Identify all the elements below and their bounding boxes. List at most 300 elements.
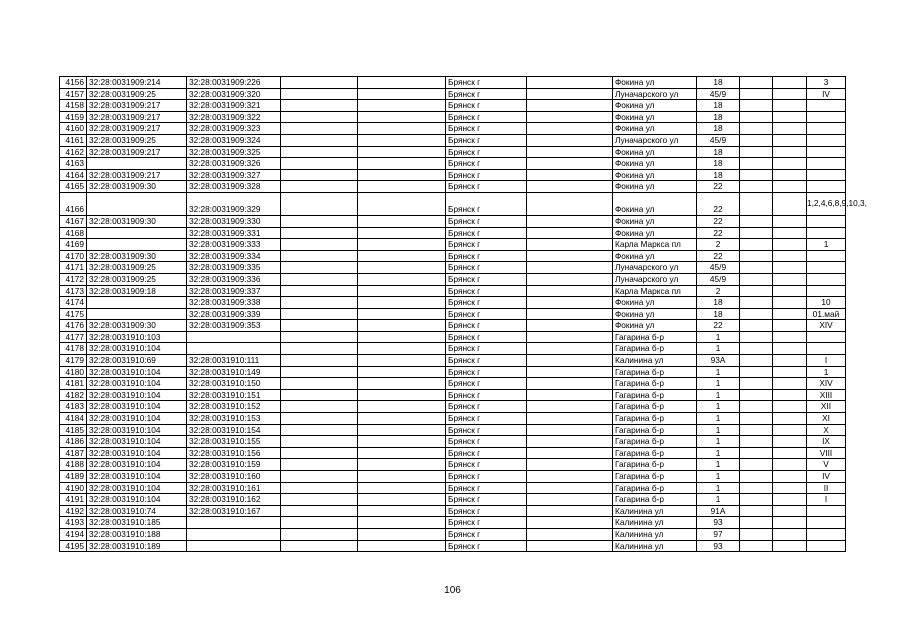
- empty-cell: [773, 424, 807, 436]
- note-cell: 1,2,4,6,8,9,10,3,: [807, 192, 846, 215]
- row-number-cell: 4177: [60, 331, 87, 343]
- empty-cell: [740, 134, 773, 146]
- empty-cell: [281, 505, 358, 517]
- empty-cell: [281, 366, 358, 378]
- empty-cell: [358, 215, 446, 227]
- table-row: [60, 100, 846, 112]
- parcel-number-cell: [87, 158, 187, 170]
- empty-cell: [740, 459, 773, 471]
- empty-cell: [740, 482, 773, 494]
- note-cell: 1: [807, 239, 846, 251]
- street-cell: Гагарина б-р: [613, 413, 697, 425]
- empty-cell: [773, 297, 807, 309]
- table-row: [60, 192, 846, 215]
- row-number-cell: 4162: [60, 146, 87, 158]
- empty-cell: [527, 262, 613, 274]
- city-cell: Брянск г: [446, 239, 527, 251]
- empty-cell: [358, 285, 446, 297]
- parcel-number-cell: 32:28:0031910:104: [87, 459, 187, 471]
- house-number-cell: 1: [697, 331, 740, 343]
- parcel-number-cell: 32:28:0031910:69: [87, 355, 187, 367]
- table-row: [60, 262, 846, 274]
- table-row: [60, 239, 846, 251]
- empty-cell: [527, 111, 613, 123]
- house-number-cell: 18: [697, 123, 740, 135]
- empty-cell: [281, 250, 358, 262]
- parcel-number-cell: [87, 297, 187, 309]
- house-number-cell: 91А: [697, 505, 740, 517]
- empty-cell: [281, 331, 358, 343]
- empty-cell: [740, 389, 773, 401]
- street-cell: Гагарина б-р: [613, 447, 697, 459]
- street-cell: Фокина ул: [613, 77, 697, 89]
- house-number-cell: 18: [697, 100, 740, 112]
- empty-cell: [281, 308, 358, 320]
- street-cell: Луначарского ул: [613, 134, 697, 146]
- street-cell: Гагарина б-р: [613, 366, 697, 378]
- empty-cell: [281, 134, 358, 146]
- city-cell: Брянск г: [446, 517, 527, 529]
- note-cell: [807, 273, 846, 285]
- empty-cell: [281, 459, 358, 471]
- street-cell: Фокина ул: [613, 169, 697, 181]
- empty-cell: [527, 389, 613, 401]
- building-number-cell: 32:28:0031910:154: [187, 424, 281, 436]
- street-cell: Гагарина б-р: [613, 343, 697, 355]
- empty-cell: [740, 366, 773, 378]
- street-cell: Фокина ул: [613, 297, 697, 309]
- empty-cell: [358, 331, 446, 343]
- note-cell: [807, 540, 846, 552]
- empty-cell: [773, 227, 807, 239]
- empty-cell: [740, 401, 773, 413]
- building-number-cell: [187, 540, 281, 552]
- empty-cell: [281, 88, 358, 100]
- building-number-cell: 32:28:0031910:152: [187, 401, 281, 413]
- empty-cell: [740, 378, 773, 390]
- empty-cell: [358, 389, 446, 401]
- row-number-cell: 4182: [60, 389, 87, 401]
- empty-cell: [527, 447, 613, 459]
- note-cell: [807, 181, 846, 193]
- table-row: [60, 227, 846, 239]
- note-cell: I: [807, 494, 846, 506]
- parcel-number-cell: 32:28:0031910:74: [87, 505, 187, 517]
- note-cell: IX: [807, 436, 846, 448]
- empty-cell: [358, 77, 446, 89]
- street-cell: Калинина ул: [613, 517, 697, 529]
- building-number-cell: 32:28:0031910:111: [187, 355, 281, 367]
- row-number-cell: 4176: [60, 320, 87, 332]
- street-cell: Луначарского ул: [613, 88, 697, 100]
- building-number-cell: 32:28:0031910:156: [187, 447, 281, 459]
- building-number-cell: [187, 517, 281, 529]
- empty-cell: [281, 215, 358, 227]
- empty-cell: [358, 227, 446, 239]
- empty-cell: [740, 297, 773, 309]
- empty-cell: [358, 111, 446, 123]
- house-number-cell: 18: [697, 169, 740, 181]
- empty-cell: [773, 378, 807, 390]
- table-row: [60, 215, 846, 227]
- parcel-number-cell: 32:28:0031909:217: [87, 100, 187, 112]
- building-number-cell: 32:28:0031909:328: [187, 181, 281, 193]
- building-number-cell: 32:28:0031909:333: [187, 239, 281, 251]
- row-number-cell: 4184: [60, 413, 87, 425]
- city-cell: Брянск г: [446, 100, 527, 112]
- empty-cell: [527, 250, 613, 262]
- empty-cell: [740, 528, 773, 540]
- empty-cell: [527, 297, 613, 309]
- city-cell: Брянск г: [446, 540, 527, 552]
- street-cell: Фокина ул: [613, 320, 697, 332]
- empty-cell: [358, 250, 446, 262]
- empty-cell: [281, 424, 358, 436]
- parcel-number-cell: [87, 308, 187, 320]
- empty-cell: [773, 239, 807, 251]
- house-number-cell: 93: [697, 540, 740, 552]
- building-number-cell: 32:28:0031909:339: [187, 308, 281, 320]
- row-number-cell: 4168: [60, 227, 87, 239]
- house-number-cell: 18: [697, 308, 740, 320]
- parcel-number-cell: 32:28:0031910:104: [87, 378, 187, 390]
- street-cell: Фокина ул: [613, 227, 697, 239]
- street-cell: Фокина ул: [613, 123, 697, 135]
- table-row: [60, 424, 846, 436]
- empty-cell: [527, 378, 613, 390]
- note-cell: 01.май: [807, 308, 846, 320]
- empty-cell: [773, 320, 807, 332]
- row-number-cell: 4187: [60, 447, 87, 459]
- city-cell: Брянск г: [446, 343, 527, 355]
- empty-cell: [527, 494, 613, 506]
- house-number-cell: 22: [697, 181, 740, 193]
- house-number-cell: 45/9: [697, 262, 740, 274]
- note-cell: XIV: [807, 320, 846, 332]
- street-cell: Карла Маркса пл: [613, 239, 697, 251]
- city-cell: Брянск г: [446, 505, 527, 517]
- empty-cell: [740, 273, 773, 285]
- table-row: [60, 146, 846, 158]
- empty-cell: [527, 320, 613, 332]
- note-cell: IV: [807, 88, 846, 100]
- building-number-cell: 32:28:0031909:334: [187, 250, 281, 262]
- empty-cell: [773, 181, 807, 193]
- building-number-cell: 32:28:0031909:325: [187, 146, 281, 158]
- row-number-cell: 4165: [60, 181, 87, 193]
- city-cell: Брянск г: [446, 320, 527, 332]
- empty-cell: [773, 528, 807, 540]
- empty-cell: [773, 308, 807, 320]
- empty-cell: [740, 88, 773, 100]
- note-cell: 3: [807, 77, 846, 89]
- street-cell: Фокина ул: [613, 181, 697, 193]
- row-number-cell: 4166: [60, 192, 87, 215]
- empty-cell: [281, 494, 358, 506]
- street-cell: Луначарского ул: [613, 273, 697, 285]
- city-cell: Брянск г: [446, 192, 527, 215]
- table-row: [60, 355, 846, 367]
- empty-cell: [740, 494, 773, 506]
- empty-cell: [773, 123, 807, 135]
- house-number-cell: 45/9: [697, 88, 740, 100]
- table-row: [60, 158, 846, 170]
- street-cell: Фокина ул: [613, 146, 697, 158]
- row-number-cell: 4185: [60, 424, 87, 436]
- parcel-number-cell: 32:28:0031909:18: [87, 285, 187, 297]
- building-number-cell: 32:28:0031910:159: [187, 459, 281, 471]
- house-number-cell: 1: [697, 366, 740, 378]
- empty-cell: [773, 169, 807, 181]
- street-cell: Фокина ул: [613, 111, 697, 123]
- row-number-cell: 4186: [60, 436, 87, 448]
- empty-cell: [281, 262, 358, 274]
- empty-cell: [358, 366, 446, 378]
- empty-cell: [281, 285, 358, 297]
- empty-cell: [281, 355, 358, 367]
- empty-cell: [281, 436, 358, 448]
- empty-cell: [358, 494, 446, 506]
- table-row: [60, 331, 846, 343]
- empty-cell: [740, 413, 773, 425]
- parcel-number-cell: 32:28:0031909:214: [87, 77, 187, 89]
- row-number-cell: 4195: [60, 540, 87, 552]
- street-cell: Фокина ул: [613, 250, 697, 262]
- empty-cell: [358, 239, 446, 251]
- parcel-number-cell: 32:28:0031909:217: [87, 169, 187, 181]
- parcel-number-cell: 32:28:0031910:104: [87, 413, 187, 425]
- empty-cell: [773, 192, 807, 215]
- house-number-cell: 18: [697, 146, 740, 158]
- parcel-number-cell: 32:28:0031910:104: [87, 366, 187, 378]
- empty-cell: [740, 331, 773, 343]
- building-number-cell: 32:28:0031910:162: [187, 494, 281, 506]
- table-row: [60, 366, 846, 378]
- empty-cell: [281, 297, 358, 309]
- empty-cell: [358, 517, 446, 529]
- building-number-cell: 32:28:0031909:326: [187, 158, 281, 170]
- street-cell: Гагарина б-р: [613, 482, 697, 494]
- table-row: [60, 378, 846, 390]
- note-cell: I: [807, 355, 846, 367]
- row-number-cell: 4174: [60, 297, 87, 309]
- house-number-cell: 97: [697, 528, 740, 540]
- note-cell: [807, 111, 846, 123]
- city-cell: Брянск г: [446, 482, 527, 494]
- row-number-cell: 4190: [60, 482, 87, 494]
- empty-cell: [773, 540, 807, 552]
- building-number-cell: 32:28:0031909:330: [187, 215, 281, 227]
- empty-cell: [740, 215, 773, 227]
- street-cell: Луначарского ул: [613, 262, 697, 274]
- house-number-cell: 22: [697, 192, 740, 215]
- row-number-cell: 4163: [60, 158, 87, 170]
- city-cell: Брянск г: [446, 77, 527, 89]
- empty-cell: [281, 158, 358, 170]
- empty-cell: [740, 320, 773, 332]
- parcel-number-cell: 32:28:0031910:189: [87, 540, 187, 552]
- house-number-cell: 1: [697, 436, 740, 448]
- note-cell: [807, 123, 846, 135]
- empty-cell: [358, 401, 446, 413]
- empty-cell: [358, 320, 446, 332]
- empty-cell: [740, 181, 773, 193]
- empty-cell: [527, 331, 613, 343]
- empty-cell: [527, 192, 613, 215]
- building-number-cell: 32:28:0031909:338: [187, 297, 281, 309]
- page-number: 106: [444, 585, 461, 596]
- empty-cell: [281, 378, 358, 390]
- house-number-cell: 45/9: [697, 134, 740, 146]
- empty-cell: [527, 413, 613, 425]
- parcel-number-cell: 32:28:0031910:188: [87, 528, 187, 540]
- empty-cell: [773, 343, 807, 355]
- empty-cell: [281, 320, 358, 332]
- city-cell: Брянск г: [446, 215, 527, 227]
- empty-cell: [358, 181, 446, 193]
- empty-cell: [281, 100, 358, 112]
- empty-cell: [358, 482, 446, 494]
- empty-cell: [281, 389, 358, 401]
- building-number-cell: 32:28:0031909:226: [187, 77, 281, 89]
- house-number-cell: 22: [697, 320, 740, 332]
- empty-cell: [527, 505, 613, 517]
- empty-cell: [740, 505, 773, 517]
- table-row: [60, 320, 846, 332]
- empty-cell: [358, 297, 446, 309]
- note-cell: [807, 250, 846, 262]
- table-row: [60, 447, 846, 459]
- city-cell: Брянск г: [446, 413, 527, 425]
- note-cell: XI: [807, 413, 846, 425]
- street-cell: Фокина ул: [613, 100, 697, 112]
- parcel-number-cell: 32:28:0031910:185: [87, 517, 187, 529]
- building-number-cell: 32:28:0031909:327: [187, 169, 281, 181]
- empty-cell: [773, 436, 807, 448]
- empty-cell: [358, 436, 446, 448]
- table-row: [60, 169, 846, 181]
- empty-cell: [740, 355, 773, 367]
- empty-cell: [281, 123, 358, 135]
- row-number-cell: 4158: [60, 100, 87, 112]
- row-number-cell: 4188: [60, 459, 87, 471]
- empty-cell: [740, 308, 773, 320]
- note-cell: [807, 158, 846, 170]
- building-number-cell: 32:28:0031909:321: [187, 100, 281, 112]
- city-cell: Брянск г: [446, 436, 527, 448]
- register-table: [59, 76, 867, 552]
- empty-cell: [358, 528, 446, 540]
- table-row: [60, 181, 846, 193]
- row-number-cell: 4170: [60, 250, 87, 262]
- table-row: [60, 111, 846, 123]
- empty-cell: [773, 459, 807, 471]
- empty-cell: [773, 413, 807, 425]
- empty-cell: [773, 134, 807, 146]
- parcel-number-cell: 32:28:0031910:104: [87, 482, 187, 494]
- table-row: [60, 389, 846, 401]
- building-number-cell: [187, 331, 281, 343]
- empty-cell: [358, 169, 446, 181]
- city-cell: Брянск г: [446, 378, 527, 390]
- empty-cell: [358, 192, 446, 215]
- building-number-cell: 32:28:0031909:337: [187, 285, 281, 297]
- table-row: [60, 250, 846, 262]
- parcel-number-cell: 32:28:0031910:104: [87, 447, 187, 459]
- empty-cell: [281, 413, 358, 425]
- empty-cell: [773, 262, 807, 274]
- parcel-number-cell: [87, 192, 187, 215]
- street-cell: Гагарина б-р: [613, 494, 697, 506]
- note-cell: V: [807, 459, 846, 471]
- house-number-cell: 1: [697, 459, 740, 471]
- note-cell: X: [807, 424, 846, 436]
- building-number-cell: [187, 343, 281, 355]
- street-cell: Гагарина б-р: [613, 378, 697, 390]
- empty-cell: [281, 181, 358, 193]
- city-cell: Брянск г: [446, 111, 527, 123]
- city-cell: Брянск г: [446, 181, 527, 193]
- building-number-cell: 32:28:0031910:160: [187, 471, 281, 483]
- parcel-number-cell: 32:28:0031909:30: [87, 181, 187, 193]
- empty-cell: [358, 424, 446, 436]
- parcel-number-cell: 32:28:0031909:25: [87, 88, 187, 100]
- empty-cell: [358, 447, 446, 459]
- empty-cell: [358, 273, 446, 285]
- street-cell: Калинина ул: [613, 355, 697, 367]
- note-cell: [807, 285, 846, 297]
- note-cell: XIV: [807, 378, 846, 390]
- house-number-cell: 93: [697, 517, 740, 529]
- building-number-cell: 32:28:0031909:336: [187, 273, 281, 285]
- note-cell: XII: [807, 401, 846, 413]
- note-cell: IV: [807, 471, 846, 483]
- empty-cell: [281, 169, 358, 181]
- house-number-cell: 93А: [697, 355, 740, 367]
- building-number-cell: 32:28:0031909:331: [187, 227, 281, 239]
- note-cell: [807, 215, 846, 227]
- empty-cell: [281, 239, 358, 251]
- parcel-number-cell: 32:28:0031910:104: [87, 424, 187, 436]
- row-number-cell: 4191: [60, 494, 87, 506]
- table-row: [60, 273, 846, 285]
- empty-cell: [740, 239, 773, 251]
- house-number-cell: 22: [697, 215, 740, 227]
- table-row: [60, 517, 846, 529]
- city-cell: Брянск г: [446, 459, 527, 471]
- empty-cell: [358, 158, 446, 170]
- empty-cell: [527, 343, 613, 355]
- note-cell: [807, 517, 846, 529]
- city-cell: Брянск г: [446, 331, 527, 343]
- empty-cell: [773, 111, 807, 123]
- street-cell: Фокина ул: [613, 158, 697, 170]
- empty-cell: [281, 517, 358, 529]
- empty-cell: [358, 146, 446, 158]
- row-number-cell: 4157: [60, 88, 87, 100]
- note-cell: [807, 262, 846, 274]
- empty-cell: [527, 285, 613, 297]
- row-number-cell: 4171: [60, 262, 87, 274]
- note-cell: [807, 331, 846, 343]
- empty-cell: [281, 343, 358, 355]
- row-number-cell: 4159: [60, 111, 87, 123]
- house-number-cell: 18: [697, 297, 740, 309]
- parcel-number-cell: 32:28:0031909:30: [87, 250, 187, 262]
- empty-cell: [740, 540, 773, 552]
- empty-cell: [358, 134, 446, 146]
- empty-cell: [773, 250, 807, 262]
